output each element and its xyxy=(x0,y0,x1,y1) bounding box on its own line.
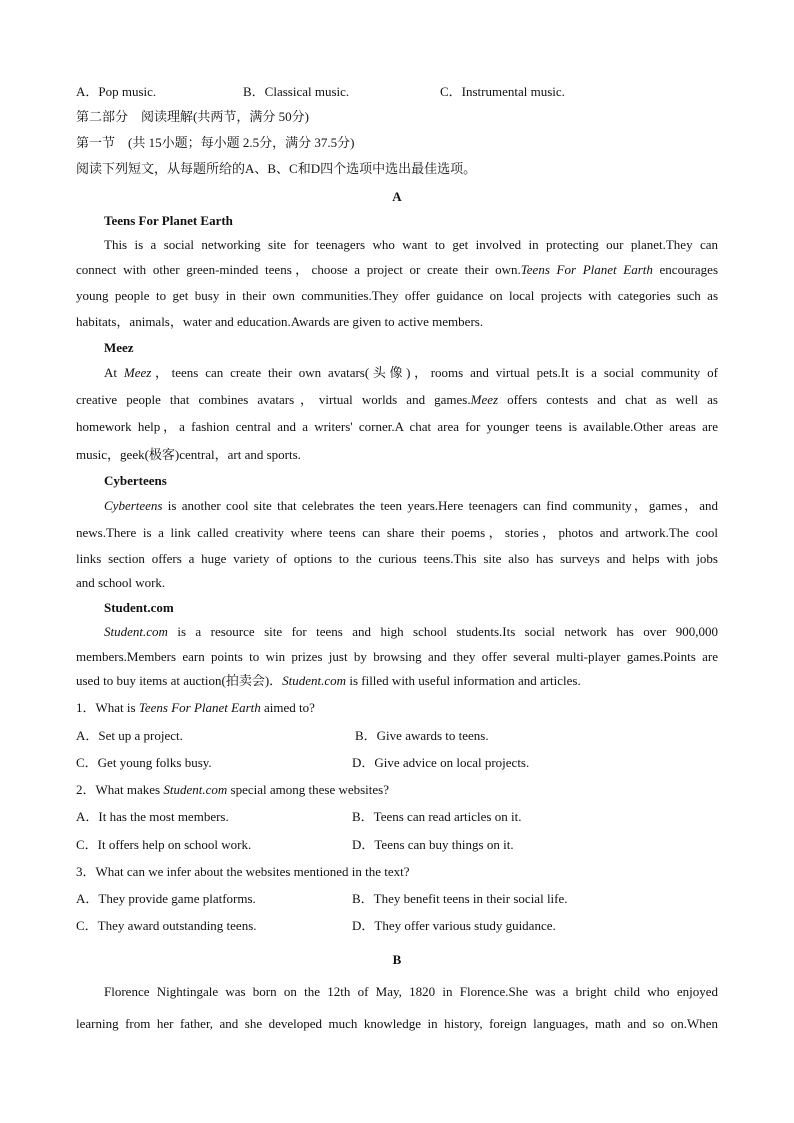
paragraph-line: homework help，a fashion central and a writers' corner.A chat area for younger teens is available.Other areas are xyxy=(76,419,718,434)
paragraph-line: This is a social networking site for teenagers who want to get involved in protecting our planet.They can xyxy=(104,237,718,252)
option-a-pop-music: A．Pop music. xyxy=(76,84,157,99)
paragraph-line: Cyberteens is another cool site that celebrates the teen years.Here teenagers can find community，games，and xyxy=(104,498,718,513)
paragraph-line: habitats，animals，water and education.Awards are given to active members. xyxy=(76,314,484,329)
question-3-option-d: D．They offer various study guidance. xyxy=(352,918,556,933)
question-2-option-d: D．Teens can buy things on it. xyxy=(352,837,514,852)
passage-a-label: A xyxy=(392,189,402,204)
question-2-option-c: C．It offers help on school work. xyxy=(76,837,252,852)
question-3-option-b: B．They benefit teens in their social life. xyxy=(352,891,568,906)
paragraph-line: young people to get busy in their own communities.They offer guidance on local projects with categories such as xyxy=(76,288,718,303)
question-1-option-d: D．Give advice on local projects. xyxy=(352,755,530,770)
paragraph-line: links section offers a huge variety of options to the curious teens.This site also has surveys and helps with jobs xyxy=(76,551,718,566)
question-1-stem: 1．What is Teens For Planet Earth aimed to? xyxy=(76,700,315,715)
section-title-student-com: Student.com xyxy=(104,600,174,615)
option-b-classical-music: B．Classical music. xyxy=(243,84,350,99)
passage-b-label: B xyxy=(392,952,402,967)
section1-heading: 第一节 (共 15小题；每小题 2.5分，满分 37.5分) xyxy=(76,135,355,150)
section-title-teens-for-planet-earth: Teens For Planet Earth xyxy=(104,213,233,228)
question-3-option-a: A．They provide game platforms. xyxy=(76,891,256,906)
question-3-stem: 3．What can we infer about the websites mentioned in the text? xyxy=(76,864,410,879)
question-2-option-b: B．Teens can read articles on it. xyxy=(352,809,522,824)
instructions: 阅读下列短文，从每题所给的A、B、C和D四个选项中选出最佳选项。 xyxy=(76,161,477,176)
paragraph-line: connect with other green-minded teens，choose a project or create their own.Teens For Planet Earth encourages xyxy=(76,262,719,277)
paragraph-line: learning from her father, and she developed much knowledge in history, foreign languages, math and so on.When xyxy=(76,1016,718,1031)
paragraph-line: used to buy items at auction(拍卖会)．Student.com is filled with useful information and articles. xyxy=(76,673,581,688)
paragraph-line: At Meez，teens can create their own avatars(头像)，rooms and virtual pets.It is a social community of xyxy=(104,365,718,380)
section-title-meez: Meez xyxy=(104,340,134,355)
paragraph-line: creative people that combines avatars，virtual worlds and games.Meez offers contests and chat as well as xyxy=(76,392,718,407)
paragraph-line: Florence Nightingale was born on the 12th of May, 1820 in Florence.She was a bright child who enjoyed xyxy=(104,984,718,999)
section-title-cyberteens: Cyberteens xyxy=(104,473,167,488)
question-3-option-c: C．They award outstanding teens. xyxy=(76,918,257,933)
option-c-instrumental-music: C．Instrumental music. xyxy=(440,84,565,99)
paragraph-line: Student.com is a resource site for teens and high school students.Its social network has over 900,000 xyxy=(104,624,718,639)
question-1-option-c: C．Get young folks busy. xyxy=(76,755,212,770)
part2-heading: 第二部分 阅读理解(共两节，满分 50分) xyxy=(76,109,309,124)
question-2-option-a: A．It has the most members. xyxy=(76,809,229,824)
question-1-option-b: B．Give awards to teens. xyxy=(355,728,489,743)
paragraph-line: members.Members earn points to win prizes just by browsing and they offer several multi-player games.Points are xyxy=(76,649,718,664)
paragraph-line: and school work. xyxy=(76,575,166,590)
paragraph-line: news.There is a link called creativity where teens can share their poems，stories，photos and artwork.The cool xyxy=(76,525,718,540)
question-2-stem: 2．What makes Student.com special among these websites? xyxy=(76,782,390,797)
question-1-option-a: A．Set up a project. xyxy=(76,728,183,743)
paragraph-line: music，geek(极客)central，art and sports. xyxy=(76,447,301,462)
